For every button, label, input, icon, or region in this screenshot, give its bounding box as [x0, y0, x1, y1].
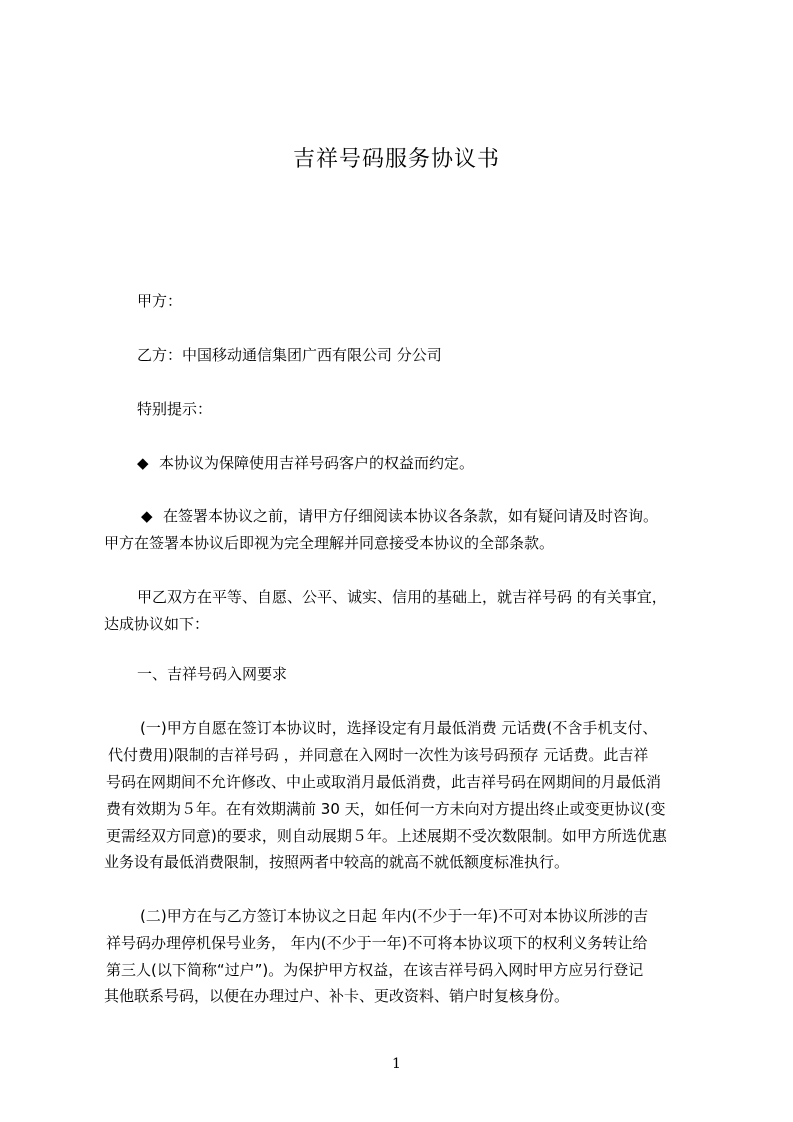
bullet-item-1-text: 本协议为保障使用吉祥号码客户的权益而约定。	[159, 454, 475, 472]
intro-paragraph-line-1: 甲乙双方在平等、自愿、公平、诚实、信用的基础上，就吉祥号码 的有关事宜，	[137, 588, 667, 606]
bullet-item-2-text-line-2: 甲方在签署本协议后即视为完全理解并同意接受本协议的全部条款。	[104, 534, 555, 552]
party-b-label: 乙方：中国移动通信集团广西有限公司 分公司	[137, 346, 442, 364]
clause-2-line: 第三人(以下简称“过户”)。为保护甲方权益，在该吉祥号码入网时甲方应另行登记	[106, 961, 644, 979]
clause-1-line: 费有效期为５年。在有效期满前 30 天，如任何一方未向对方提出终止或变更协议(变	[106, 800, 666, 818]
diamond-bullet-icon: ◆	[137, 454, 149, 472]
clause-1-line: 业务设有最低消费限制，按照两者中较高的就高不就低额度标准执行。	[104, 853, 570, 871]
clause-2-line: 祥号码办理停机保号业务， 年内(不少于一年)不可将本协议项下的权利义务转让给	[106, 934, 648, 952]
clause-1-line: 更需经双方同意)的要求，则自动展期５年。上述展期不受次数限制。如甲方所选优惠	[106, 827, 667, 845]
page-number: 1	[392, 1056, 401, 1072]
bullet-item-2	[141, 506, 658, 526]
party-a-label: 甲方：	[137, 292, 183, 310]
bullet-item-1	[137, 453, 474, 473]
clause-2-line: 其他联系号码，以便在办理过户、补卡、更改资料、销户时复核身份。	[104, 987, 570, 1005]
section-heading: 一、吉祥号码入网要求	[137, 665, 288, 683]
diamond-bullet-icon: ◆	[141, 507, 153, 525]
document-title: 吉祥号码服务协议书	[292, 147, 500, 172]
intro-paragraph-line-2: 达成协议如下：	[104, 615, 210, 633]
clause-2-line: (二)甲方在与乙方签订本协议之日起 年内(不少于一年)不可对本协议所涉的吉	[140, 907, 649, 925]
special-notice-label: 特别提示：	[137, 400, 213, 418]
clause-1-line: (一)甲方自愿在签订本协议时，选择设定有月最低消费 元话费(不含手机支付、	[140, 719, 658, 737]
clause-1-line: 号码在网期间不允许修改、中止或取消月最低消费，此吉祥号码在网期间的月最低消	[106, 773, 662, 791]
clause-1-line: 代付费用)限制的吉祥号码 ，并同意在入网时一次性为该号码预存 元话费。此吉祥	[108, 746, 649, 764]
bullet-item-2-text-line-1: 在签署本协议之前，请甲方仔细阅读本协议各条款，如有疑问请及时咨询。	[163, 507, 659, 525]
